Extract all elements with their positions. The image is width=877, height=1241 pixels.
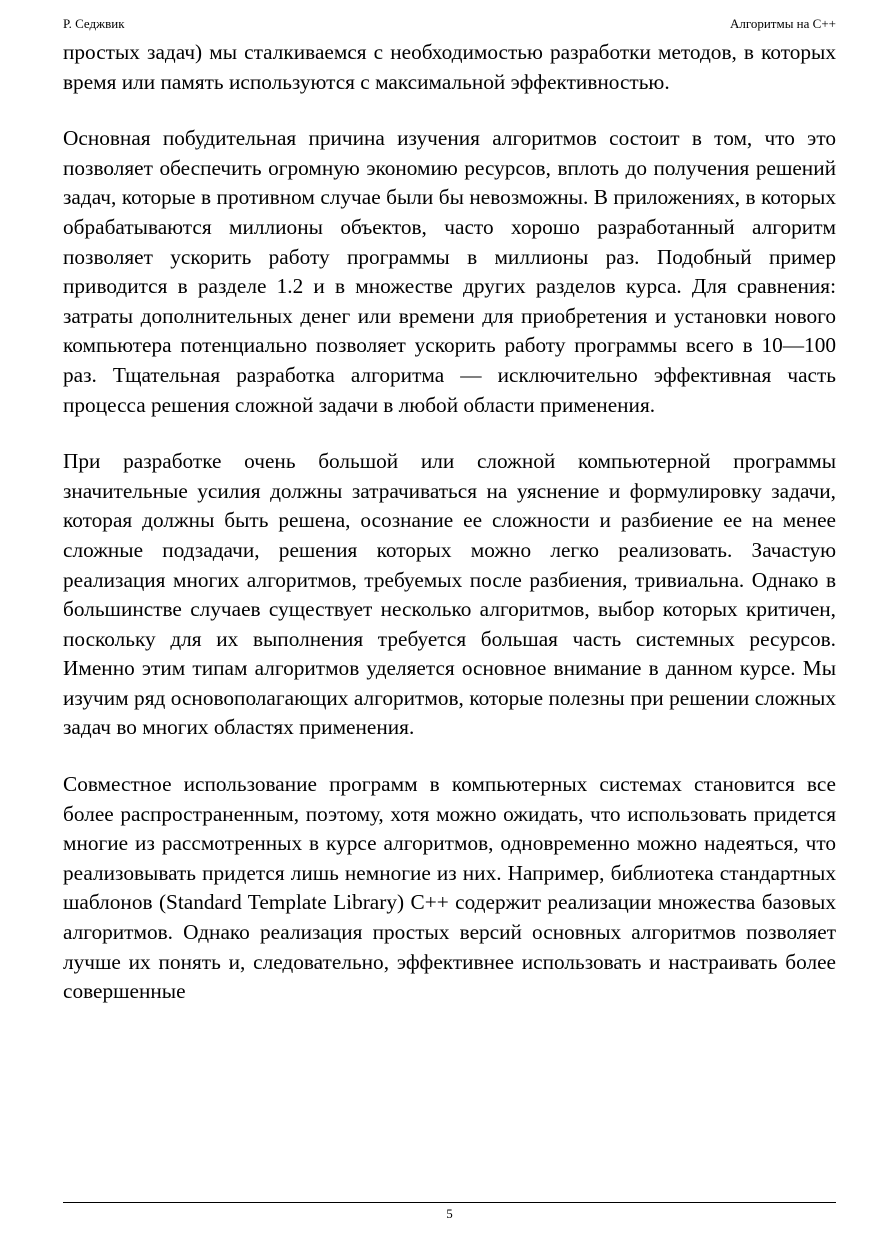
page-body	[63, 38, 836, 1007]
paragraph-large-programs: При разработке очень большой или сложной компьютерной программы значительные усилия должны затрачиваться на уяснение и формулировку задачи, которая должны быть решена, осознание ее сложности и разбиение ее на менее сложные подзадачи, решения которых можно легко реализовать. Зачастую реализация многих алгоритмов, требуемых после разбиения, тривиальна. Однако в большинстве случаев существует несколько алгоритмов, выбор которых критичен, поскольку для их выполнения требуется большая часть системных ресурсов. Именно этим типам алгоритмов уделяется основное внимание в данном курсе. Мы изучим ряд основополагающих алгоритмов, которые полезны при решении сложных задач во многих областях применения.	[63, 449, 836, 740]
page-header	[63, 16, 836, 36]
footer-divider	[63, 1202, 836, 1203]
paragraph-continuation: простых задач) мы сталкиваемся с необходимостью разработки методов, в которых время или память используются с максимальной эффективностью.	[63, 40, 836, 94]
paragraph-resource-savings: Основная побудительная причина изучения алгоритмов состоит в том, что это позволяет обеспечить огромную экономию ресурсов, вплоть до получения решений задач, которые в противном случае были бы невозможны. В приложениях, в которых обрабатываются миллионы объектов, часто хорошо разработанный алгоритм позволяет ускорить работу программы в миллионы раз. Подобный пример приводится в разделе 1.2 и в множестве других разделов курса. Для сравнения: затраты дополнительных денег или времени для приобретения и установки нового компьютера потенциально позволяет ускорить работу программы всего в 10—100 раз. Тщательная разработка алгоритма — исключительно эффективная часть процесса решения сложной задачи в любой области применения.	[63, 126, 836, 417]
page-number: 5	[446, 1206, 453, 1221]
header-author: Р. Седжвик	[63, 16, 125, 31]
paragraph-shared-programs: Совместное использование программ в компьютерных системах становится все более распространенным, поэтому, хотя можно ожидать, что использовать придется многие из рассмотренных в курсе алгоритмов, одновременно можно надеяться, что реализовывать придется лишь немногие из них. Например, библиотека стандартных шаблонов (Standard Template Library) С++ содержит реализации множества базовых алгоритмов. Однако реализация простых версий основных алгоритмов позволяет лучше их понять и, следовательно, эффективнее использовать и настраивать более совершенные	[63, 772, 836, 1004]
header-book-title: Алгоритмы на С++	[729, 16, 836, 31]
